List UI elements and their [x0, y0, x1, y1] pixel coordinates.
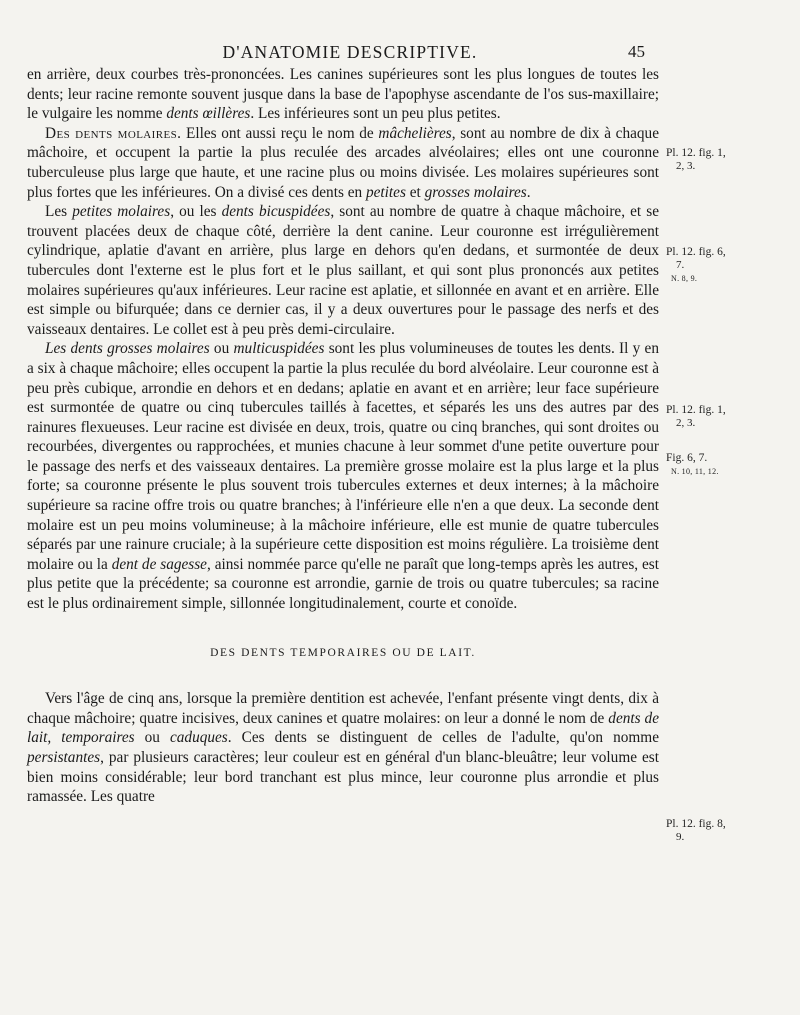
text-run: en arrière, deux courbes très-prononcées. Les canines supérieures sont les plus longues de toutes les dents; leur racine remonte souvent jusque dans la base de l'apophyse ascendante de l'os sus-maxillaire; le vulgaire les nomme — [27, 66, 659, 123]
main-text — [27, 65, 659, 807]
paragraph-petites-molaires — [27, 202, 659, 339]
margin-note-line: Pl. 12. fig. 8, — [666, 818, 726, 830]
text-run: et — [405, 183, 425, 201]
margin-note-line: 7. — [676, 259, 685, 271]
italic-term: dent de sagesse — [111, 555, 207, 573]
text-run: ou — [209, 340, 234, 358]
margin-note-line: 2, 3. — [676, 417, 696, 429]
margin-note-4 — [666, 452, 778, 478]
text-run: Les — [45, 203, 73, 221]
margin-note-3 — [666, 404, 778, 430]
italic-term: caduques — [169, 729, 228, 747]
margin-note-2 — [666, 246, 778, 285]
paragraph-molaires — [27, 124, 659, 202]
margin-note-line: N. 8, 9. — [671, 274, 698, 283]
italic-term: petites molaires — [72, 203, 171, 221]
text-run: Vers l'âge de cinq ans, lorsque la première dentition est achevée, l'enfant présente vingt dents, dix à chaque mâchoire; quatre incisives, deux canines et quatre molaires: on leur a donné le nom de — [27, 690, 659, 727]
text-run: . — [526, 183, 531, 201]
paragraph-grosses-molaires — [27, 339, 659, 613]
margin-note-1 — [666, 147, 778, 173]
italic-term: dents de lait, temporaires — [27, 709, 659, 747]
margin-note-line: 2, 3. — [676, 160, 696, 172]
italic-term: dents œillères — [166, 105, 251, 123]
italic-term: grosses molaires — [424, 183, 527, 201]
text-run: sont les plus volumineuses de toutes les dents. Il y en a six à chaque mâchoire; elles occupent la partie la plus reculée du bord alvéolaire. Leur couronne est à peu près cubique, arrondie en dehors et en dedans; aplatie en avant et en arrière; leur face supérieure est surmontée de quatre ou cinq tubercules taillés à facettes, et séparés les uns des autres par des rainures flexueuses. Leur racine est divisée en deux, trois, quatre ou cinq branches, qui sont droites ou recourbées, divergentes ou rapprochées, et munies chacune à leur sommet d'une petite ouverture pour le passage des nerfs et des vaisseaux dentaires. La première grosse molaire est la plus large et la plus forte; sa couronne présente le plus souvent trois tubercules externes et deux internes; à la mâchoire supérieure sa racine offre trois ou quatre branches; à l'inférieure elle n'en a que deux. La seconde dent molaire est un peu moins volumineuse; à la mâchoire inférieure, elle est munie de quatre tubercules séparés par une rainure cruciale; à la supérieure cette disposition est moins régulière. La troisième dent molaire ou la — [27, 340, 659, 573]
section-label: Des dents molaires. — [45, 124, 182, 142]
paragraph-dents-de-lait — [27, 689, 659, 807]
margin-note-line: 9. — [676, 831, 685, 843]
margin-note-5 — [666, 818, 778, 844]
page-header — [0, 36, 800, 66]
margin-note-line: N. 10, 11, 12. — [671, 467, 719, 476]
section-title: DES DENTS TEMPORAIRES OU DE LAIT. — [210, 646, 476, 659]
text-run: Elles ont aussi reçu le nom de — [181, 124, 379, 142]
margin-note-line: Pl. 12. fig. 1, — [666, 147, 726, 159]
text-run: ou — [134, 729, 170, 747]
italic-term: mâchelières — [378, 124, 452, 142]
margin-note-line: Pl. 12. fig. 6, — [666, 246, 726, 258]
text-run: . Les inférieures sont un peu plus petites. — [250, 105, 501, 123]
page-number: 45 — [628, 42, 645, 61]
paragraph-canines — [27, 65, 659, 124]
text-run: , sont au nombre de dix à chaque mâchoire, et occupent la partie la plus reculée des arcades alvéolaires; elles ont une couronne tuberculeuse plus large que haute, et une racine plus ou moins divisée. Les molaires supérieures sont plus fortes que les inférieures. On a divisé ces dents en — [27, 124, 659, 201]
italic-term: persistantes — [27, 749, 101, 766]
italic-term: petites — [365, 183, 406, 201]
text-run: , par plusieurs caractères; leur couleur est en général d'un blanc-bleuâtre; leur volume est bien moins considérable; leur bord tranchant est plus mince, leur couronne plus arrondie et plus ramassée. Les quatre — [27, 749, 659, 806]
text-run: , ou les — [170, 203, 222, 221]
margin-note-line: Pl. 12. fig. 1, — [666, 404, 726, 416]
text-run: , sont au nombre de quatre à chaque mâchoire, et se trouvent placées deux de chaque côté, derrière la dent canine. Leur couronne est irrégulièrement cylindrique, aplatie d'avant en arrière, plus large en dehors qu'en dedans, et surmontée de deux tubercules dont l'externe est le plus fort et le plus saillant, et qui sont plus prononcés aux petites molaires supérieures qu'aux inférieures. Leur racine est aplatie, et sillonnée en avant et en arrière. Elle est simple ou bifurquée; dans ce dernier cas, il y a deux ouvertures pour le passage des nerfs et des vaisseaux dentaires. Le collet est à peu près demi-circulaire. — [27, 203, 659, 338]
italic-term: dents bicuspidées — [221, 203, 331, 221]
text-run: , ainsi nommée parce qu'elle ne paraît que long-temps après les autres, est plus petite que la précédente; sa couronne est arrondie, garnie de trois ou quatre tubercules; sa racine est le plus ordinairement simple, sillonnée longitudinalement, courte et conoïde. — [27, 555, 659, 613]
italic-term: multicuspidées — [233, 340, 325, 358]
italic-term: Les dents grosses molaires — [45, 340, 210, 358]
margin-note-line: Fig. 6, 7. — [666, 452, 708, 464]
running-title: D'ANATOMIE DESCRIPTIVE. — [222, 42, 478, 62]
text-run: . Ces dents se distinguent de celles de l'adulte, qu'on nomme — [227, 729, 659, 747]
